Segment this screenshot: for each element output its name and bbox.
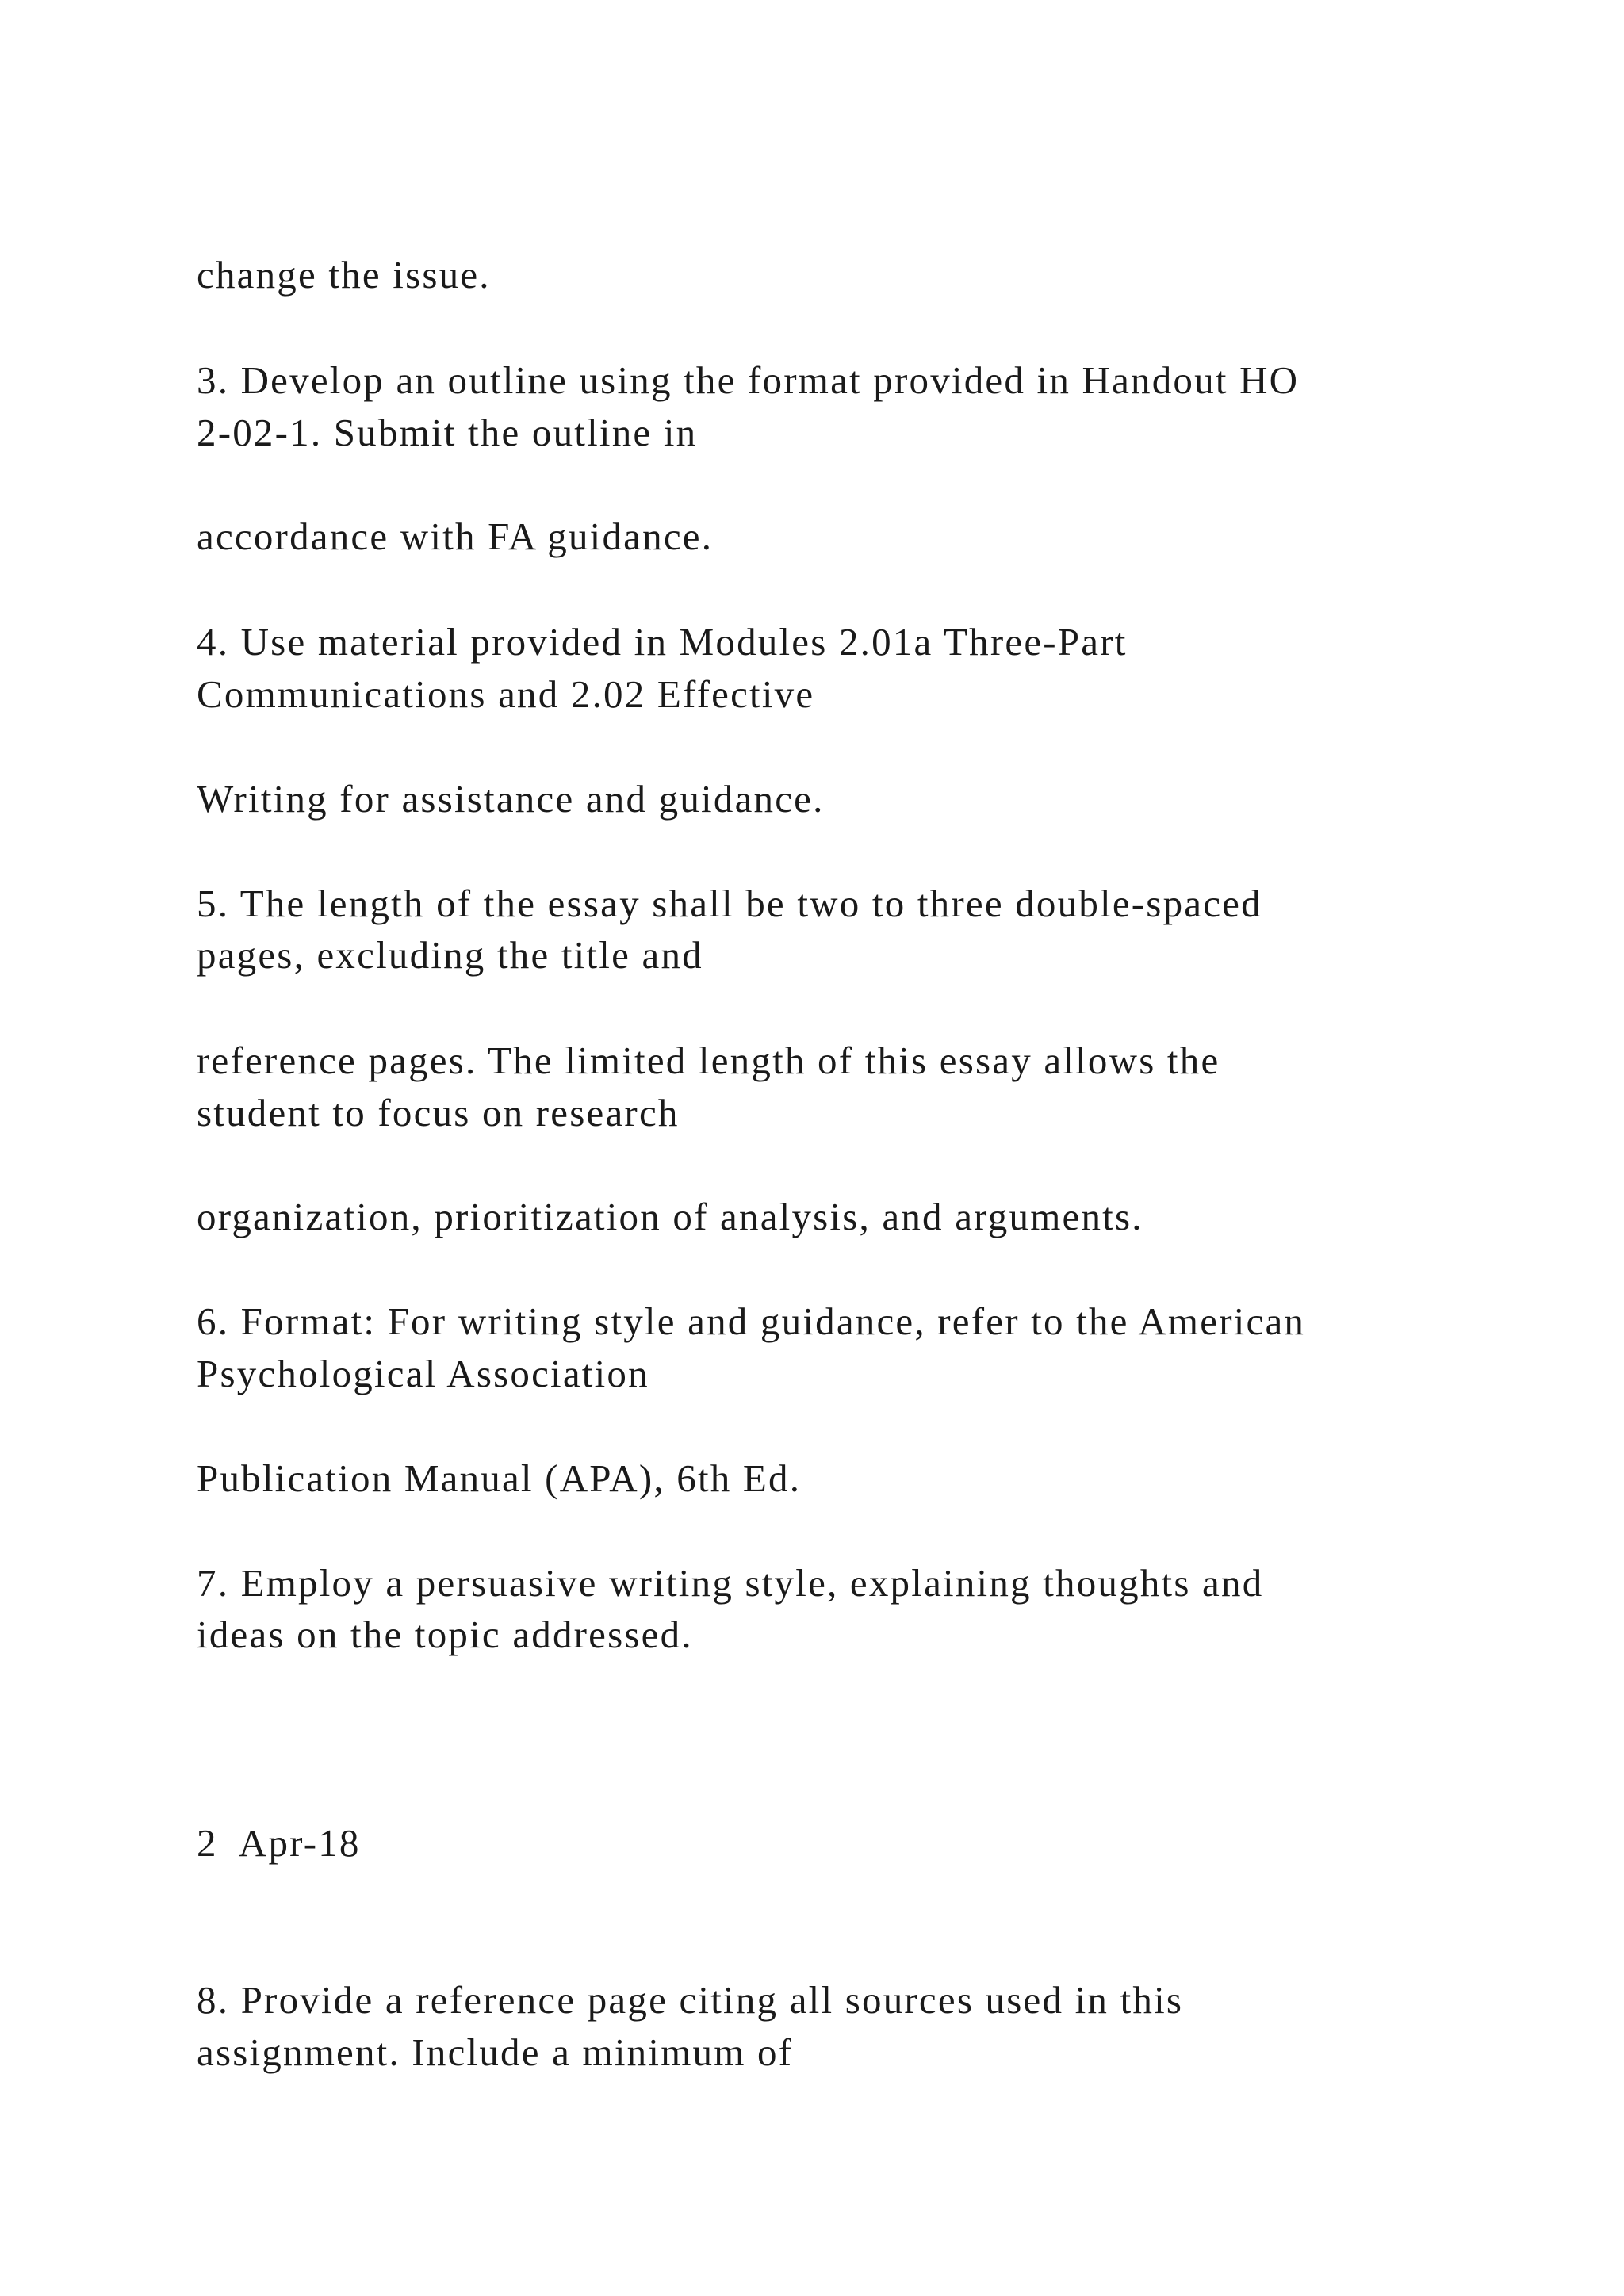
text-line: 7. Employ a persuasive writing style, explaining thoughts and — [197, 1561, 1264, 1605]
text-line: ideas on the topic addressed. — [197, 1613, 693, 1656]
text-line: Communications and 2.02 Effective — [197, 672, 815, 716]
text-line: Psychological Association — [197, 1352, 649, 1395]
text-line: Writing for assistance and guidance. — [197, 777, 825, 821]
text-line: change the issue. — [197, 253, 491, 297]
text-line: 5. The length of the essay shall be two to three double-spaced — [197, 882, 1262, 925]
text-line: reference pages. The limited length of this essay allows the — [197, 1039, 1220, 1082]
text-line: Publication Manual (APA), 6th Ed. — [197, 1456, 802, 1500]
text-line: student to focus on research — [197, 1091, 680, 1135]
text-line: 4. Use material provided in Modules 2.01a Three-Part — [197, 620, 1128, 664]
text-line: 2-02-1. Submit the outline in — [197, 411, 698, 454]
text-line: 8. Provide a reference page citing all sources used in this — [197, 1978, 1184, 2022]
text-line: pages, excluding the title and — [197, 933, 703, 977]
page-footer: 2 Apr-18 — [197, 1821, 361, 1865]
text-line: 6. Format: For writing style and guidance, refer to the American — [197, 1299, 1306, 1343]
text-line: 3. Develop an outline using the format provided in Handout HO — [197, 358, 1300, 402]
text-line: organization, prioritization of analysis, and arguments. — [197, 1195, 1143, 1238]
text-line: assignment. Include a minimum of — [197, 2030, 794, 2074]
text-line: accordance with FA guidance. — [197, 515, 714, 558]
